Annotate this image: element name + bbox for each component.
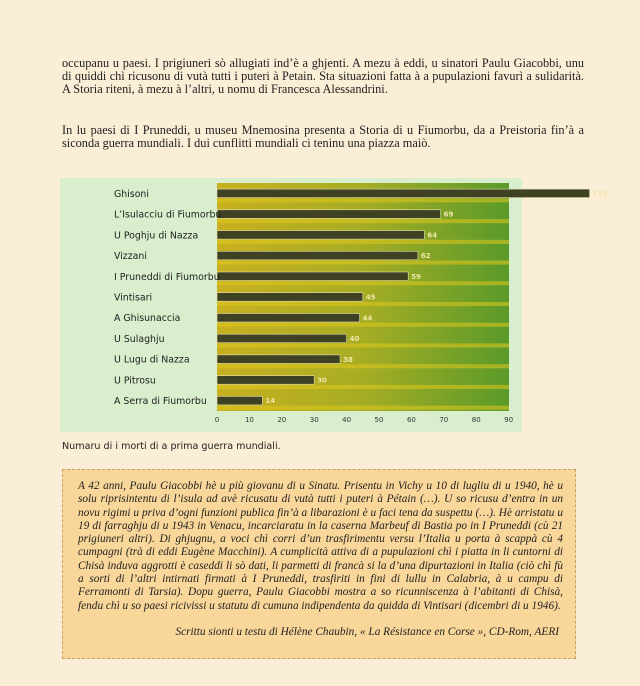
bar xyxy=(217,272,408,281)
category-stripe xyxy=(217,323,509,327)
bar-chart-panel xyxy=(60,178,608,432)
category-label: Ghisoni xyxy=(114,188,149,200)
bar xyxy=(217,251,418,259)
category-stripe xyxy=(217,240,509,244)
category-label: U Sulaghju xyxy=(114,334,165,345)
bar-value-label: 62 xyxy=(420,252,431,261)
category-label: A Serra di Fiumorbu xyxy=(114,396,207,408)
category-stripe xyxy=(217,219,509,223)
bar xyxy=(217,355,340,364)
category-label: Vizzani xyxy=(114,251,147,262)
category-labels xyxy=(114,189,221,407)
category-label: A Ghisunaccia xyxy=(114,313,181,325)
bar-value-label: 64 xyxy=(427,231,438,240)
category-stripe xyxy=(217,364,509,368)
x-tick-label: 80 xyxy=(471,416,481,424)
category-label: U Pitrosu xyxy=(114,375,156,387)
x-axis-ticks xyxy=(215,416,513,424)
category-label: L’Isulacciu di Fiumorbu xyxy=(114,209,222,221)
category-stripe xyxy=(217,261,509,265)
category-label: U Lugu di Nazza xyxy=(114,354,190,366)
body-paragraph-1: occupanu u paesi. I prigiuneri sò allugiati ind’è a ghjenti. A mezu à eddi, u sinatori Paulu Giacobbi, unu di quiddi chì ricusonu di vutà tutti i puteri à Petain. Sta situazioni fatta à a pupulazioni favurì a sulidarità. A Storia riteni, à mezu à l’altri, u nomu di Francesca Alessandrini. xyxy=(62,56,584,97)
body-paragraph-2: In lu paesi di I Pruneddi, u museu Mnemosina presenta a Storia di u Fiumorbu, da a Preistoria fin’à a siconda guerra mundiali. I dui cunflitti mundiali ci teninu una piazza maiò. xyxy=(62,123,584,151)
category-stripe xyxy=(217,343,509,347)
bar-value-label: 69 xyxy=(443,210,454,219)
category-label: Vintisari xyxy=(114,292,153,304)
bar xyxy=(217,334,347,343)
x-tick-label: 90 xyxy=(504,416,514,424)
category-stripe xyxy=(217,406,509,410)
bar-value-label: 30 xyxy=(317,376,327,385)
x-tick-label: 0 xyxy=(214,416,220,424)
bar-value-label: 38 xyxy=(343,355,353,364)
bar-value-label: 45 xyxy=(365,293,376,302)
bar xyxy=(217,396,262,405)
bar-value-label: 44 xyxy=(362,314,373,323)
quote-source: Scrittu sionti u testu di Hélène Chaubin, « La Résistance en Corse », CD-Rom, AERI xyxy=(175,625,559,638)
bar-chart xyxy=(60,178,608,432)
category-label: I Pruneddi di Fiumorbu xyxy=(114,271,220,283)
x-tick-label: 70 xyxy=(439,416,449,424)
bar-value-label: 115 xyxy=(592,190,608,198)
quote-body: A 42 anni, Paulu Giacobbi hè u più giovanu di u Sinatu. Prisentu in Vichy u 10 di lugliu di u 1940, hè u solu riprisintentu di l’isula ad avè ricusatu di vutà tutti i puteri à Pétain (…). U so ricusu d’entra in un novu rigimi u priva d’ogni funzioni publica fin’à a libarazioni è u faci tena da suspettu (…). Hè arristatu u 19 di farraghju di u 1943 in Venacu, incarciaratu in la caserna Marbeuf di Bastia po in I Pruneddi (cù 21 prigiuneri altri). Di ghjugnu, a voci chì corri d’un trasfirimentu versu l’Italia u porta à scappà cù 4 cumpagni (trà di eddi Eugène Macchini). A cumplicità attiva di a pupulazioni chì i piatta in li cuntorni di Chisà induva aggrotti è caseddi li sò dati, li parmetti di francà si la d’una dipurtazioni in Italia (ciò chì fù a sorti di l’altri intirnati firmati à I Pruneddi, trasfiriti in fini di lullu in Calabria, à u campu di Ferramonti di Tarsia). Dopu guerra, Paulu Giacobbi mostra a so ricunniscenza à l’abitanti di Chisà, fendu chì u so paesi ricivissi u statutu di cumuna indipendenta da quidda di Vintisari (dicembri di u 1946). xyxy=(78,480,563,612)
x-tick-label: 10 xyxy=(244,416,254,424)
bar xyxy=(217,376,314,385)
bar xyxy=(217,314,360,323)
chart-caption: Numaru di i morti di a prima guerra mundiali. xyxy=(62,441,281,452)
bar xyxy=(217,189,590,198)
quote-box xyxy=(62,469,576,659)
category-stripe xyxy=(217,385,509,389)
x-tick-label: 40 xyxy=(342,416,352,424)
bar-value-label: 14 xyxy=(265,397,276,406)
x-tick-label: 60 xyxy=(406,416,416,424)
x-tick-label: 30 xyxy=(309,416,319,424)
category-label: U Poghju di Nazza xyxy=(114,230,199,242)
bar xyxy=(217,231,424,240)
bar-value-label: 40 xyxy=(349,335,360,344)
x-tick-label: 50 xyxy=(374,416,384,424)
category-stripe xyxy=(217,198,509,202)
bar-value-label: 59 xyxy=(411,272,421,281)
category-stripe xyxy=(217,302,509,306)
bar xyxy=(217,210,441,219)
bar xyxy=(217,293,363,302)
x-tick-label: 20 xyxy=(277,416,287,424)
category-stripe xyxy=(217,281,509,285)
